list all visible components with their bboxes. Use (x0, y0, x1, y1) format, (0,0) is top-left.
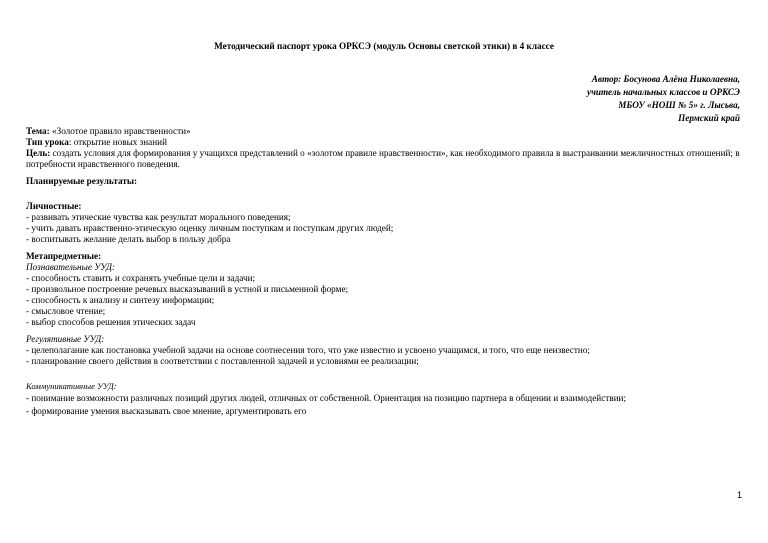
cognitive-item: - произвольное построение речевых высказываний в устной и письменной форме; (26, 284, 349, 294)
regulatory-item: - целеполагание как постановка учебной задачи на основе соотнесения того, что уже известно и усвоено учащимся, и того, что еще неизвестно; (26, 345, 590, 355)
document-body (26, 126, 746, 418)
lesson-type-label: Тип урока (26, 137, 69, 147)
author-block (587, 73, 740, 125)
lesson-type-value: : открытие новых знаний (68, 137, 168, 147)
goal-label: Цель: (26, 148, 51, 158)
goal-line (26, 148, 746, 170)
cognitive-heading: Познавательные УУД: (26, 262, 116, 272)
page-number: 1 (736, 490, 742, 500)
cognitive-item: - способность ставить и сохранять учебные цели и задачи; (26, 273, 256, 283)
topic-label: Тема: (26, 126, 50, 136)
lesson-type-line (26, 137, 746, 148)
personal-item: - развивать этические чувства как результат морального поведения; (26, 212, 291, 222)
author-region: Пермский край (678, 113, 740, 123)
author-name: Автор: Босунова Алёна Николаевна, (591, 74, 740, 84)
topic-line (26, 126, 746, 137)
goal-value: создать условия для формирования у учащихся представлений о «золотом правиле нравственности», как необходимого правила в выстраивании межличностных отношений; в потребности нравственного поведения. (26, 148, 740, 169)
author-position: учитель начальных классов и ОРКСЭ (587, 87, 740, 97)
topic-value: «Золотое правило нравственности» (49, 126, 191, 136)
planned-results-heading: Планируемые результаты: (26, 176, 138, 186)
metasubject-heading: Метапредметные: (26, 251, 102, 261)
communicative-item: - понимание возможности различных позиций других людей, отличных от собственной. Ориентация на позицию партнера в общении и взаимодействии; (26, 393, 627, 403)
communicative-item: - формирование умения высказывать свое мнение, аргументировать его (26, 406, 307, 416)
cognitive-item: - смысловое чтение; (26, 306, 106, 316)
author-school: МБОУ «НОШ № 5» г. Лысьва, (618, 100, 740, 110)
cognitive-item: - способность к анализу и синтезу информации; (26, 295, 215, 305)
regulatory-item: - планирование своего действия в соответствии с поставленной задачей и условиями ее реализации; (26, 356, 419, 366)
document-title: Методический паспорт урока ОРКСЭ (модуль Основы светской этики) в 4 классе (214, 41, 554, 51)
cognitive-item: - выбор способов решения этических задач (26, 317, 196, 327)
communicative-heading: Коммуникативные УУД: (26, 381, 117, 391)
regulatory-heading: Регулятивные УУД: (26, 334, 105, 344)
personal-item: - воспитывать желание делать выбор в пользу добра (26, 234, 231, 244)
personal-item: - учить давать нравственно-этическую оценку личным поступкам и поступкам других людей; (26, 223, 394, 233)
personal-heading: Личностные: (26, 201, 82, 211)
